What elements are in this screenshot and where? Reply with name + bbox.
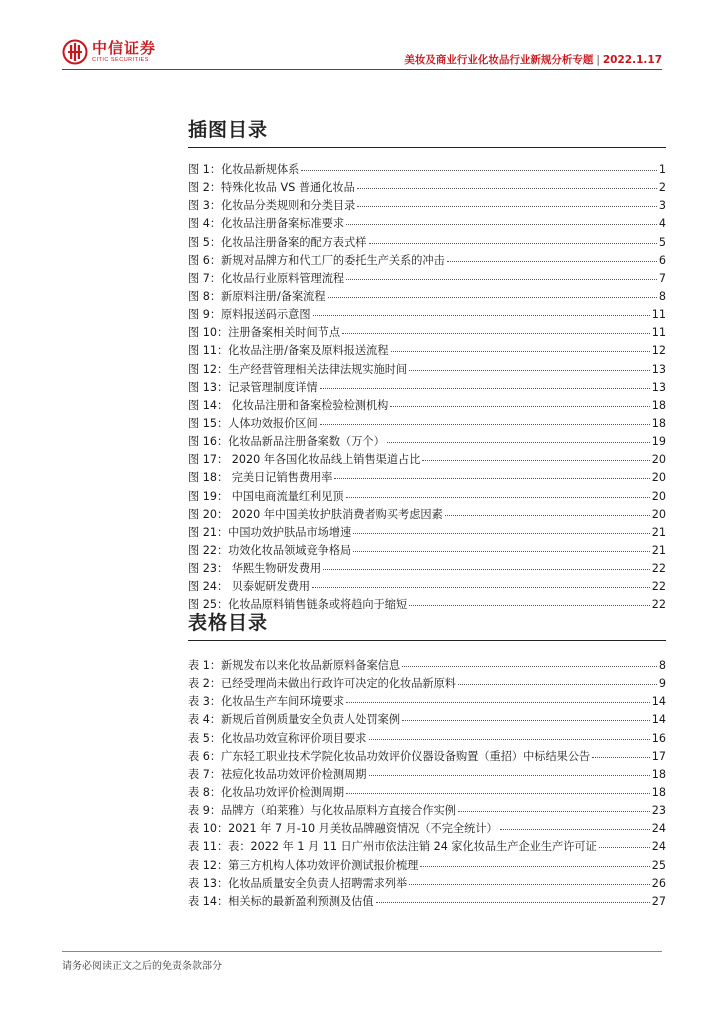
dot-leader xyxy=(592,747,650,758)
figure-toc-label: 图 4：化妆品注册备案标准要求 xyxy=(188,217,345,231)
table-toc-label: 表 13：化妆品质量安全负责人招聘需求列举 xyxy=(188,876,408,890)
figure-toc-entry[interactable] xyxy=(188,178,666,196)
figure-toc-page-number: 20 xyxy=(651,453,666,467)
figure-toc-page-number: 7 xyxy=(658,271,666,285)
dot-leader xyxy=(357,178,657,189)
dot-leader xyxy=(313,305,650,316)
table-toc-label: 表 9：品牌方（珀莱雅）与化妆品原料方直接合作实例 xyxy=(188,804,456,818)
citic-logo-icon xyxy=(62,39,88,65)
figure-toc-entry[interactable] xyxy=(188,305,666,323)
dot-leader xyxy=(342,323,650,334)
figure-toc-page-number: 6 xyxy=(658,253,666,267)
figure-toc-page-number: 12 xyxy=(651,344,666,358)
figure-toc-page-number: 21 xyxy=(651,543,666,557)
dot-leader xyxy=(312,577,650,588)
figure-toc-entry[interactable] xyxy=(188,559,666,577)
figure-toc-entry[interactable] xyxy=(188,577,666,595)
dot-leader xyxy=(369,765,650,776)
figure-toc-label: 图 24： 贝泰妮研发费用 xyxy=(188,580,311,594)
figure-toc-page-number: 5 xyxy=(658,235,666,249)
table-toc-entry[interactable] xyxy=(188,874,666,892)
table-toc-page-number: 9 xyxy=(658,677,666,691)
figure-toc-page-number: 2 xyxy=(658,181,666,195)
figure-toc-entry[interactable] xyxy=(188,487,666,505)
figure-toc-page-number: 3 xyxy=(658,199,666,213)
figure-toc-label: 图 11：化妆品注册/备案及原料报送流程 xyxy=(188,344,389,358)
figures-toc-list xyxy=(188,160,666,614)
table-toc-entry[interactable] xyxy=(188,729,666,747)
table-toc-entry[interactable] xyxy=(188,674,666,692)
table-toc-entry[interactable] xyxy=(188,710,666,728)
figure-toc-label: 图 16：化妆品新品注册备案数（万个） xyxy=(188,435,385,449)
figure-toc-label: 图 10：注册备案相关时间节点 xyxy=(188,326,341,340)
table-toc-page-number: 18 xyxy=(651,785,666,799)
figure-toc-page-number: 20 xyxy=(651,471,666,485)
report-title xyxy=(404,52,662,67)
figure-toc-label: 图 12：生产经营管理相关法律法规实施时间 xyxy=(188,362,408,376)
figure-toc-page-number: 1 xyxy=(658,163,666,176)
figures-section-title: 插图目录 xyxy=(188,119,269,141)
table-toc-entry[interactable] xyxy=(188,656,666,674)
figure-toc-page-number: 8 xyxy=(658,289,666,303)
figure-toc-label: 图 15：人体功效报价区间 xyxy=(188,416,318,430)
dot-leader xyxy=(376,892,650,903)
table-toc-entry[interactable] xyxy=(188,692,666,710)
figure-toc-entry[interactable] xyxy=(188,233,666,251)
figure-toc-page-number: 13 xyxy=(651,380,666,394)
dot-leader xyxy=(420,856,649,867)
dot-leader xyxy=(402,656,657,667)
figure-toc-label: 图 3：化妆品分类规则和分类目录 xyxy=(188,199,356,213)
figure-toc-label: 图 19： 中国电商流量红利见顶 xyxy=(188,489,344,503)
table-toc-page-number: 24 xyxy=(651,822,666,836)
dot-leader xyxy=(346,783,650,794)
figure-toc-page-number: 21 xyxy=(651,525,666,539)
logo-english-name: CITIC SECURITIES xyxy=(92,56,149,63)
dot-leader xyxy=(323,559,650,570)
figure-toc-page-number: 19 xyxy=(651,435,666,449)
table-toc-label: 表 7：祛痘化妆品功效评价检测周期 xyxy=(188,767,367,781)
figure-toc-page-number: 22 xyxy=(651,598,666,612)
dot-leader xyxy=(445,505,650,516)
dot-leader xyxy=(346,214,657,225)
table-toc-entry[interactable] xyxy=(188,892,666,910)
title-separator: | xyxy=(596,54,600,66)
figure-toc-label: 图 22：功效化妆品领域竞争格局 xyxy=(188,543,352,557)
figure-toc-entry[interactable] xyxy=(188,450,666,468)
figure-toc-page-number: 20 xyxy=(651,507,666,521)
dot-leader xyxy=(387,432,650,443)
report-date: 2022.1.17 xyxy=(602,54,662,66)
figure-toc-label: 图 23： 华熙生物研发费用 xyxy=(188,562,322,576)
figure-toc-label: 图 14： 化妆品注册和备案检验检测机构 xyxy=(188,398,389,412)
dot-leader xyxy=(353,523,650,534)
table-toc-page-number: 27 xyxy=(651,894,666,908)
figure-toc-entry[interactable] xyxy=(188,196,666,214)
table-toc-label: 表 2：已经受理尚未做出行政许可决定的化妆品新原料 xyxy=(188,677,456,691)
figure-toc-page-number: 18 xyxy=(651,398,666,412)
table-toc-page-number: 26 xyxy=(651,876,666,890)
table-toc-page-number: 14 xyxy=(651,713,666,727)
figure-toc-label: 图 18： 完美日记销售费用率 xyxy=(188,471,333,485)
figure-toc-label: 图 8：新原料注册/备案流程 xyxy=(188,289,326,303)
figures-section-rule xyxy=(188,147,666,148)
table-toc-label: 表 12：第三方机构人体功效评价测试报价梳理 xyxy=(188,858,419,872)
figure-toc-entry[interactable] xyxy=(188,160,666,178)
table-toc-page-number: 16 xyxy=(651,731,666,745)
figure-toc-entry[interactable] xyxy=(188,214,666,232)
figure-toc-entry[interactable] xyxy=(188,269,666,287)
figure-toc-page-number: 22 xyxy=(651,580,666,594)
table-toc-page-number: 8 xyxy=(658,659,666,672)
figure-toc-label: 图 1：化妆品新规体系 xyxy=(188,163,300,176)
figure-toc-page-number: 11 xyxy=(651,308,666,322)
dot-leader xyxy=(409,595,650,606)
figure-toc-entry[interactable] xyxy=(188,251,666,269)
footer-disclaimer: 请务必阅读正文之后的免责条款部分 xyxy=(62,961,222,972)
figure-toc-entry[interactable] xyxy=(188,378,666,396)
tables-toc-list xyxy=(188,656,666,910)
figure-toc-entry[interactable] xyxy=(188,414,666,432)
figure-toc-entry[interactable] xyxy=(188,523,666,541)
table-toc-entry[interactable] xyxy=(188,837,666,855)
figure-toc-label: 图 9：原料报送码示意图 xyxy=(188,308,311,322)
table-toc-label: 表 4：新规后首例质量安全负责人处罚案例 xyxy=(188,713,401,727)
figure-toc-entry[interactable] xyxy=(188,541,666,559)
figure-toc-entry[interactable] xyxy=(188,396,666,414)
table-toc-entry[interactable] xyxy=(188,801,666,819)
table-toc-label: 表 1：新规发布以来化妆品新原料备案信息 xyxy=(188,659,401,672)
table-toc-page-number: 23 xyxy=(651,804,666,818)
figure-toc-page-number: 18 xyxy=(651,416,666,430)
dot-leader xyxy=(409,874,650,885)
table-toc-page-number: 18 xyxy=(651,767,666,781)
table-toc-page-number: 24 xyxy=(651,840,666,854)
table-toc-label: 表 3：化妆品生产车间环境要求 xyxy=(188,695,345,709)
figure-toc-label: 图 5：化妆品注册备案的配方表式样 xyxy=(188,235,367,249)
figure-toc-page-number: 22 xyxy=(651,562,666,576)
dot-leader xyxy=(346,487,650,498)
table-toc-entry[interactable] xyxy=(188,856,666,874)
footer-rule xyxy=(62,951,662,952)
figure-toc-entry[interactable] xyxy=(188,341,666,359)
dot-leader xyxy=(328,287,657,298)
dot-leader xyxy=(500,819,650,830)
figure-toc-entry[interactable] xyxy=(188,360,666,378)
dot-leader xyxy=(458,674,657,685)
citic-logo xyxy=(62,36,156,68)
table-toc-label: 表 14：相关标的最新盈利预测及估值 xyxy=(188,894,374,908)
table-toc-entry[interactable] xyxy=(188,747,666,765)
figure-toc-entry[interactable] xyxy=(188,287,666,305)
table-toc-entry[interactable] xyxy=(188,819,666,837)
figure-toc-page-number: 13 xyxy=(651,362,666,376)
report-title-text: 美妆及商业行业化妆品行业新规分析专题 xyxy=(404,54,594,66)
figure-toc-entry[interactable] xyxy=(188,323,666,341)
dot-leader xyxy=(369,729,650,740)
table-toc-entry[interactable] xyxy=(188,783,666,801)
figure-toc-page-number: 20 xyxy=(651,489,666,503)
table-toc-page-number: 25 xyxy=(651,858,666,872)
dot-leader xyxy=(334,468,649,479)
figure-toc-label: 图 17： 2020 年各国化妆品线上销售渠道占比 xyxy=(188,453,421,467)
figure-toc-label: 图 6：新规对品牌方和代工厂的委托生产关系的冲击 xyxy=(188,253,445,267)
dot-leader xyxy=(390,396,649,407)
dot-leader xyxy=(357,196,657,207)
dot-leader xyxy=(369,233,657,244)
dot-leader xyxy=(320,414,650,425)
dot-leader xyxy=(353,541,650,552)
table-toc-entry[interactable] xyxy=(188,765,666,783)
dot-leader xyxy=(346,692,650,703)
dot-leader xyxy=(391,341,650,352)
header-rule xyxy=(62,69,662,70)
table-toc-label: 表 6：广东轻工职业技术学院化妆品功效评价仪器设备购置（重招）中标结果公告 xyxy=(188,749,591,763)
figure-toc-label: 图 25：化妆品原料销售链条或将趋向于缩短 xyxy=(188,598,408,612)
dot-leader xyxy=(409,360,650,371)
figure-toc-entry[interactable] xyxy=(188,432,666,450)
table-toc-page-number: 14 xyxy=(651,695,666,709)
figure-toc-label: 图 13：记录管理制度详情 xyxy=(188,380,318,394)
dot-leader xyxy=(320,378,650,389)
page-header xyxy=(0,0,724,80)
dot-leader xyxy=(458,801,650,812)
figure-toc-label: 图 21：中国功效护肤品市场增速 xyxy=(188,525,352,539)
figure-toc-label: 图 7：化妆品行业原料管理流程 xyxy=(188,271,345,285)
logo-chinese-name: 中信证券 xyxy=(92,38,157,57)
figure-toc-page-number: 4 xyxy=(658,217,666,231)
dot-leader xyxy=(599,837,650,848)
tables-section-rule xyxy=(188,640,666,641)
dot-leader xyxy=(422,450,649,461)
table-toc-label: 表 5：化妆品功效宣称评价项目要求 xyxy=(188,731,367,745)
figure-toc-page-number: 11 xyxy=(651,326,666,340)
table-toc-page-number: 17 xyxy=(651,749,666,763)
dot-leader xyxy=(301,160,657,171)
dot-leader xyxy=(346,269,657,280)
figure-toc-entry[interactable] xyxy=(188,505,666,523)
tables-section-title: 表格目录 xyxy=(188,612,269,634)
figure-toc-label: 图 2：特殊化妆品 VS 普通化妆品 xyxy=(188,181,355,195)
table-toc-label: 表 11：表：2022 年 1 月 11 日广州市依法注销 24 家化妆品生产企业生产许可证 xyxy=(188,840,597,854)
table-toc-label: 表 10：2021 年 7 月-10 月美妆品牌融资情况（不完全统计） xyxy=(188,822,498,836)
figure-toc-entry[interactable] xyxy=(188,468,666,486)
dot-leader xyxy=(447,251,657,262)
table-toc-label: 表 8：化妆品功效评价检测周期 xyxy=(188,785,345,799)
figure-toc-label: 图 20： 2020 年中国美妆护肤消费者购买考虑因素 xyxy=(188,507,443,521)
dot-leader xyxy=(402,710,650,721)
